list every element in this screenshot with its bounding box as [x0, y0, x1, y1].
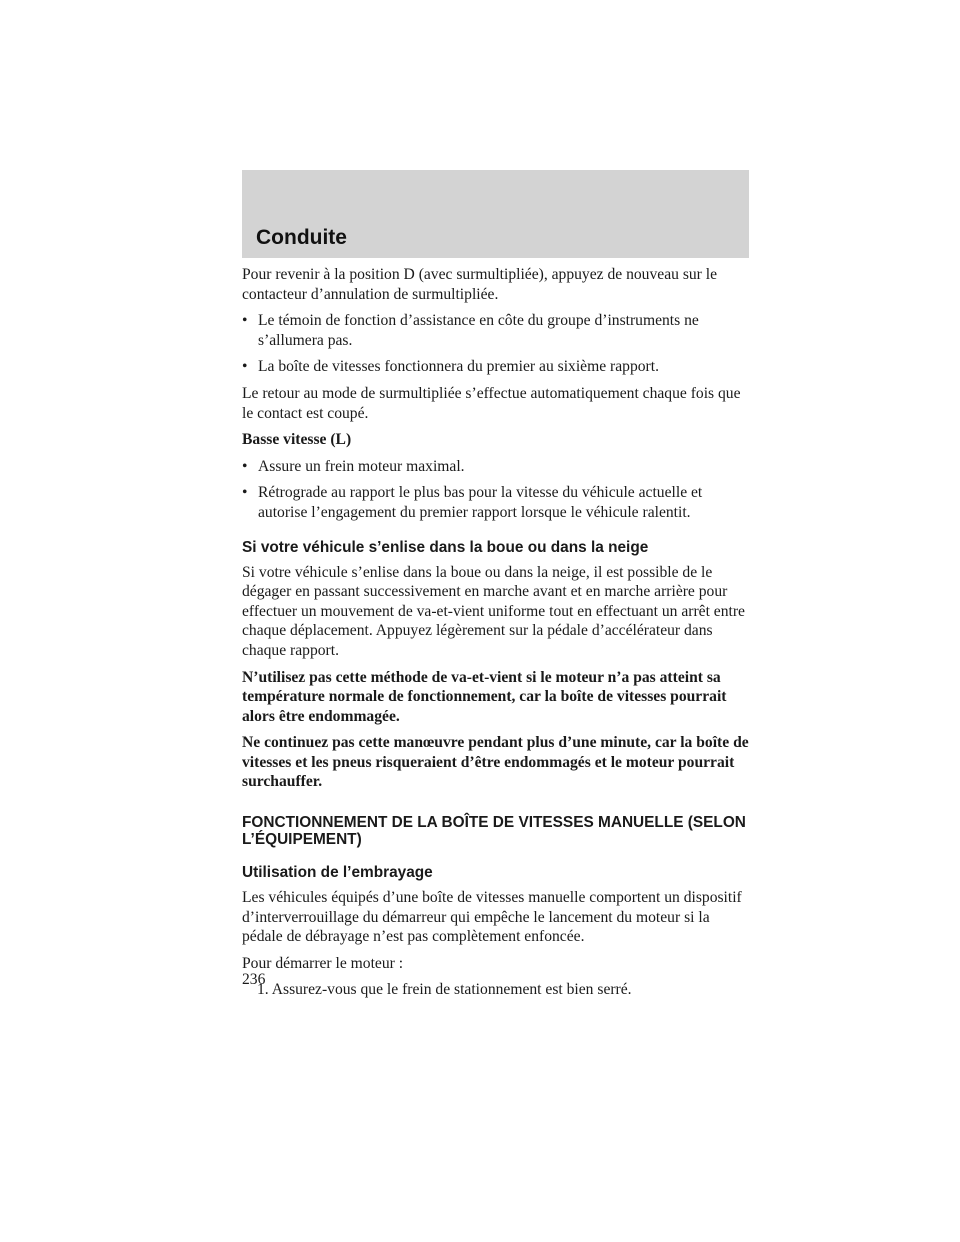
paragraph-return-d: Pour revenir à la position D (avec surmultipliée), appuyez de nouveau sur le contacteur d’annulation de surmultipliée. — [242, 266, 718, 303]
low-gear-title: Basse vitesse (L) — [242, 431, 352, 449]
start-engine-intro: Pour démarrer le moteur : — [242, 954, 404, 972]
paragraph-overdrive-reset: Le retour au mode de surmultipliée s’effectue automatiquement chaque fois que le contact est coupé. — [242, 384, 741, 422]
bullet-icon: • — [242, 457, 248, 475]
bullet-item — [242, 357, 752, 377]
section-header — [242, 170, 749, 258]
page-content — [242, 265, 752, 1006]
bullet-icon: • — [242, 312, 248, 330]
bullet-item — [242, 311, 752, 350]
bullet-item — [242, 457, 752, 477]
bullet-text: Assure un frein moteur maximal. — [258, 457, 465, 475]
clutch-paragraph: Les véhicules équipés d’une boîte de vitesses manuelle comportent un dispositif d’interverrouillage du démarreur qui empêche le lancement du moteur si la pédale de débrayage n’est pas complètement enfoncée. — [242, 889, 742, 946]
stuck-vehicle-heading: Si votre véhicule s’enlise dans la boue ou dans la neige — [242, 538, 649, 556]
page-number: 236 — [242, 971, 266, 988]
bullet-text: Rétrograde au rapport le plus bas pour la vitesse du véhicule actuelle et autorise l’engagement du premier rapport lorsque le véhicule ralentit. — [258, 484, 703, 521]
bullet-text: Le témoin de fonction d’assistance en côte du groupe d’instruments ne s’allumera pas. — [258, 312, 699, 349]
clutch-heading: Utilisation de l’embrayage — [242, 864, 433, 882]
manual-transmission-heading: FONCTIONNEMENT DE LA BOÎTE DE VITESSES MANUELLE (SELON L’ÉQUIPEMENT) — [242, 814, 746, 849]
warning-paragraph: N’utilisez pas cette méthode de va-et-vient si le moteur n’a pas atteint sa température normale de fonctionnement, car la boîte de vitesses pourrait alors être endommagée. — [242, 668, 727, 725]
section-title: Conduite — [256, 226, 347, 249]
bullet-item — [242, 483, 752, 522]
step-item: 1. Assurez-vous que le frein de stationnement est bien serré. — [257, 981, 632, 999]
warning-paragraph: Ne continuez pas cette manœuvre pendant plus d’une minute, car la boîte de vitesses et les pneus risqueraient d’être endommagés et le moteur pourrait surchauffer. — [242, 734, 749, 791]
bullet-icon: • — [242, 484, 248, 502]
bullet-icon: • — [242, 358, 248, 376]
bullet-text: La boîte de vitesses fonctionnera du premier au sixième rapport. — [258, 358, 659, 376]
stuck-vehicle-paragraph: Si votre véhicule s’enlise dans la boue ou dans la neige, il est possible de le dégager en passant successivement en marche avant et en marche arrière pour effectuer un mouvement de va-et-vient uniforme tout en effectuant un arrêt entre chaque déplacement. Appuyez légèrement sur la pédale d’accélérateur dans chaque rapport. — [242, 563, 745, 659]
